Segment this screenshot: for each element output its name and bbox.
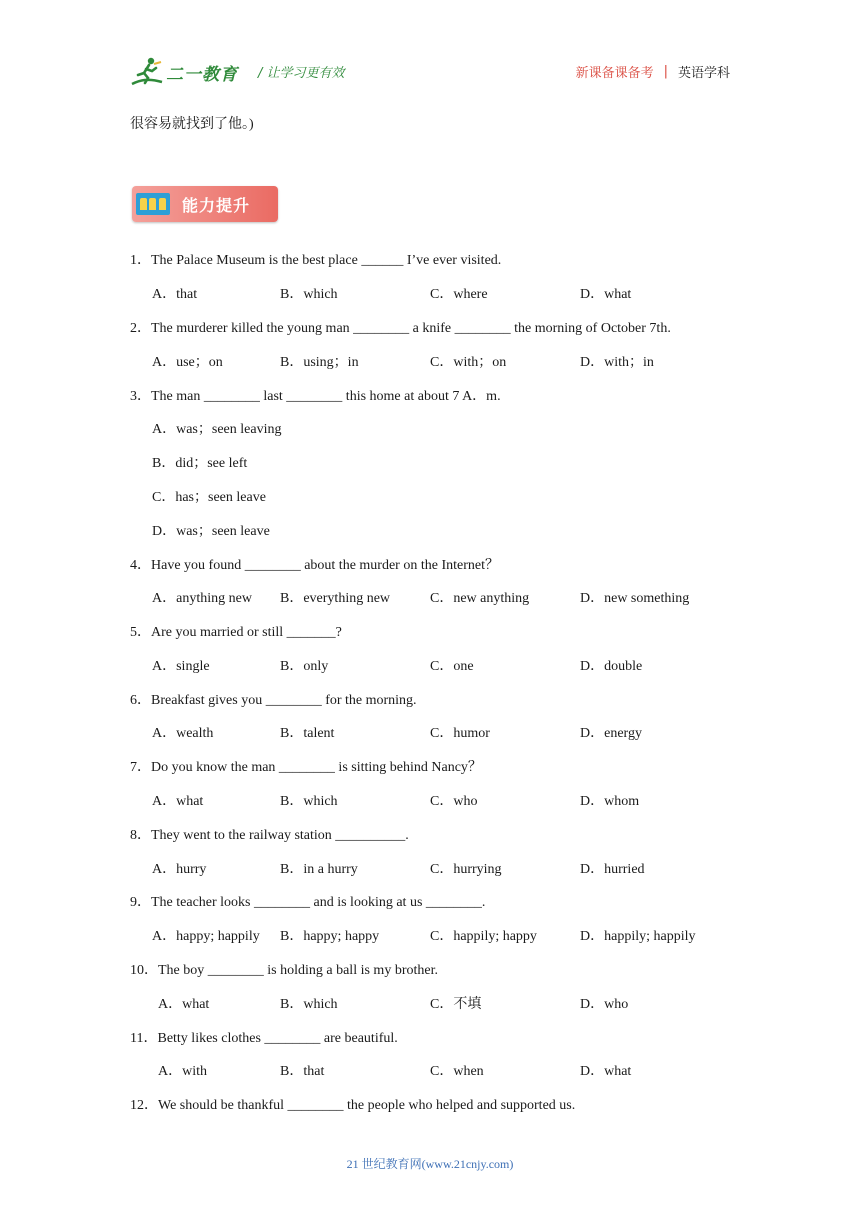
answer-option: C．不填 [430, 997, 482, 1012]
answer-option: B．only [280, 659, 329, 674]
question-stem: 12．We should be thankful ________ the people who helped and supported us. [130, 1098, 576, 1113]
podium-icon [136, 193, 170, 215]
answer-option: D．new something [580, 591, 690, 606]
header-separator: | [663, 64, 668, 79]
question-stem: 3．The man ________ last ________ this home at about 7 A．m. [130, 389, 501, 404]
course-label: 新课备课备考 [575, 66, 654, 81]
answer-option: A．was；seen leaving [152, 422, 282, 437]
answer-option: A．wealth [152, 726, 214, 741]
answer-option: C．happily; happy [430, 929, 537, 944]
answer-option: A．what [158, 997, 210, 1012]
section-title: 能力提升 [182, 195, 251, 215]
answer-option: B．in a hurry [280, 862, 358, 877]
logo [130, 56, 238, 88]
section-badge [132, 186, 278, 222]
answer-option: C．one [430, 659, 474, 674]
question-stem: 2．The murderer killed the young man ________ a knife ________ the morning of October 7th. [130, 321, 671, 336]
runner-logo-icon [130, 56, 164, 88]
question-stem: 7．Do you know the man ________ is sitting behind Nancy？ [130, 760, 482, 775]
answer-option: A．single [152, 659, 210, 674]
question-stem: 11．Betty likes clothes ________ are beautiful. [130, 1031, 398, 1046]
answer-option: C．humor [430, 726, 490, 741]
answer-option: D．was；seen leave [152, 524, 270, 539]
answer-option: C．when [430, 1064, 484, 1079]
answer-option: D．with；in [580, 355, 654, 370]
answer-option: D．what [580, 287, 632, 302]
answer-option: C．hurrying [430, 862, 502, 877]
answer-option: B．using；in [280, 355, 359, 370]
header-subject [576, 62, 730, 81]
question-stem: 8．They went to the railway station __________. [130, 828, 409, 843]
answer-option: A．use；on [152, 355, 223, 370]
answer-option: D．what [580, 1064, 632, 1079]
answer-option: B．talent [280, 726, 335, 741]
subject-label: 英语学科 [677, 66, 730, 81]
question-stem: 10．The boy ________ is holding a ball is my brother. [130, 963, 438, 978]
answer-option: A．hurry [152, 862, 207, 877]
answer-option: A．anything new [152, 591, 252, 606]
answer-option: A．with [158, 1064, 207, 1079]
answer-option: D．double [580, 659, 643, 674]
answer-option: A．that [152, 287, 198, 302]
logo-text: 二一教育 [166, 64, 238, 85]
answer-option: D．whom [580, 794, 640, 809]
answer-option: B．did；see left [152, 456, 248, 471]
intro-line: 很容易就找到了他。) [130, 117, 254, 132]
answer-option: B．happy; happy [280, 929, 380, 944]
answer-option: C．with；on [430, 355, 507, 370]
answer-option: A．happy; happily [152, 929, 260, 944]
answer-option: D．happily; happily [580, 929, 696, 944]
question-stem: 9．The teacher looks ________ and is looking at us ________. [130, 895, 486, 910]
answer-option: B．which [280, 997, 338, 1012]
question-stem: 1．The Palace Museum is the best place ______ I’ve ever visited. [130, 253, 502, 268]
answer-option: B．everything new [280, 591, 391, 606]
answer-option: B．which [280, 794, 338, 809]
answer-option: D．energy [580, 726, 642, 741]
answer-option: C．new anything [430, 591, 530, 606]
answer-option: C．who [430, 794, 478, 809]
answer-option: B．which [280, 287, 338, 302]
answer-option: B．that [280, 1064, 325, 1079]
answer-option: D．hurried [580, 862, 645, 877]
page-header [130, 56, 730, 90]
answer-option: D．who [580, 997, 629, 1012]
question-stem: 6．Breakfast gives you ________ for the morning. [130, 693, 417, 708]
question-stem: 5．Are you married or still _______? [130, 625, 342, 640]
page-footer: 21 世纪教育网(www.21cnjy.com) [346, 1157, 514, 1171]
answer-option: A．what [152, 794, 204, 809]
slogan: / 让学习更有效 [258, 66, 345, 81]
answer-option: C．has；seen leave [152, 490, 266, 505]
question-stem: 4．Have you found ________ about the murder on the Internet？ [130, 558, 499, 573]
answer-option: C．where [430, 287, 488, 302]
